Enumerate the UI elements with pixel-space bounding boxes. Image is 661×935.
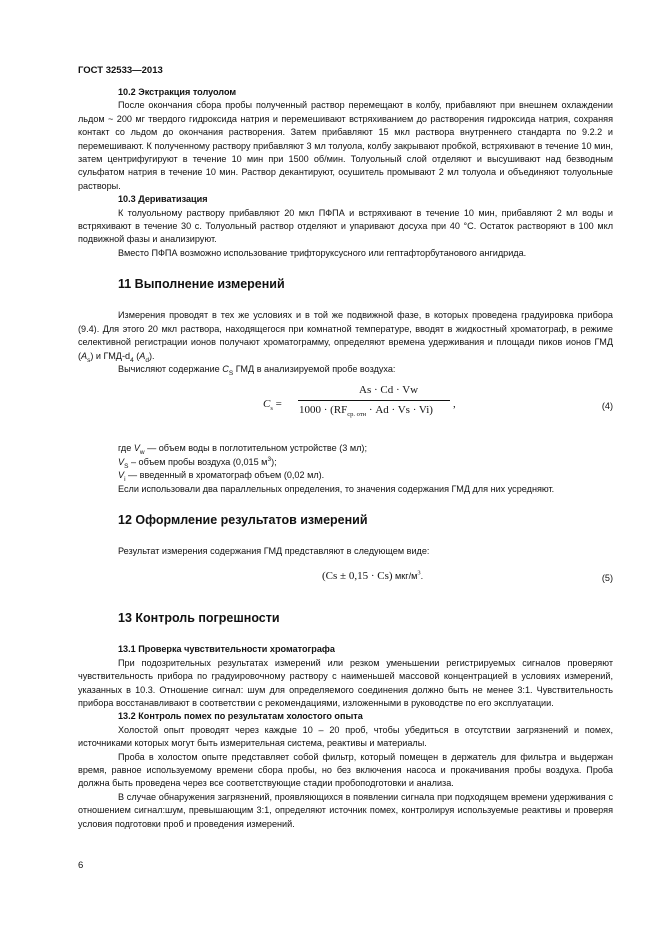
document-header: ГОСТ 32533—2013 — [78, 65, 163, 76]
paragraph-13-2-a: Холостой опыт проводят через каждые 10 – 20 проб, чтобы убедиться в отсутствии загрязнений и помех, источниками которых могут быть измерительная система, реактивы и материалы. — [78, 724, 613, 749]
definition-vi: $V_i$ — введенный в хроматограф объем (0,02 мл). — [118, 470, 325, 483]
definition-vs: $V_S$ – объем пробы воздуха (0,015 $м^3$); — [118, 455, 277, 470]
formula-lhs: $C_s$ = — [263, 398, 282, 413]
formula-number-5: (5) — [601, 573, 613, 584]
formula-5 — [78, 568, 613, 594]
paragraph-10-3-a: К толуольному раствору прибавляют 20 мкл ПФПА и встряхивают в течение 10 мин, прибавляют 2 мл воды и встряхивают в течение 30 с. Толуольный раствор отделяют и упаривают досуха при 40 °С. Остаток растворяют в 100 мкл подвижной фазы и анализируют. — [78, 207, 613, 245]
paragraph-13-2-b: Проба в холостом опыте представляет собой фильтр, который помещен в держатель для фильтра и выдержан время, равное используемому времени сбора пробы, но без включения насоса и прокачивания пробы воздуха. Проба должна быть проведена через все соответствующие стадии пробоподготовки и анализа. — [78, 751, 613, 789]
formula-denominator: $1000 \cdot (RF_{ср. отн} \cdot Ad \cdot Vs \cdot Vi)$ — [299, 404, 433, 419]
formula-numerator: As · Cd · Vw — [359, 384, 419, 397]
section-title-11: 11 Выполнение измерений — [118, 277, 285, 292]
formula-number-4: (4) — [601, 401, 613, 412]
formula-4 — [78, 384, 613, 432]
section-title-12: 12 Оформление результатов измерений — [118, 512, 368, 527]
document-body — [78, 86, 613, 831]
paragraph-11-b: Вычисляют содержание $C_S$ ГМД в анализируемой пробе воздуха: — [118, 363, 396, 377]
paragraph-10-2: После окончания сбора пробы полученный раствор перемещают в колбу, прибавляют при внешнем охлаждении льдом ~ 200 мг твердого гидроксида натрия и перемешивают встряхиванием до растворения гидроксида натрия, сохраняя контакт со льдом до окончания растворения. Затем прибавляют 15 мкл раствора внутреннего стандарта по 9.2.2 и перемешивают. К полученному раствору прибавляют 3 мл толуола, колбу закрывают пробкой, встряхивают в течение 10 мин, затем центрифугируют в течение 10 мин при 1500 об/мин. Толуольный слой отделяют и высушивают над безводным сульфатом натрия в течение 10 мин. Раствор декантируют, осушитель промывают 2 мл толуола и объединяют толуольные растворы. — [78, 100, 613, 191]
paragraph-11-a: Измерения проводят в тех же условиях и в той же подвижной фазе, в которых проведена градуировка прибора (9.4). Для этого 20 мкл раствора, находящегося при комнатной температуре, вводят в жидкостный хроматограф, в режиме селективной регистрации ионов получают хроматограмму, определяют времена удерживания и площади пиков ионов ГМД $(A_s)$ и ГМД-$d_4$ $(A_d)$. — [78, 310, 613, 364]
page-number: 6 — [78, 860, 84, 871]
subsection-title-13-1: 13.1 Проверка чувствительности хроматографа — [118, 644, 335, 655]
subsection-title-13-2: 13.2 Контроль помех по результатам холостого опыта — [118, 711, 363, 722]
paragraph-10-3-b: Вместо ПФПА возможно использование трифторуксусного или гептафторбутанового ангидрида. — [118, 247, 527, 258]
paragraph-12: Результат измерения содержания ГМД представляют в следующем виде: — [118, 545, 430, 556]
paragraph-11-c: Если использовали два параллельных определения, то значения содержания ГМД для них усредняют. — [118, 483, 555, 494]
formula-comma: , — [453, 398, 456, 411]
fraction-bar — [298, 400, 450, 401]
definition-vw: где $V_w$ — объем воды в поглотительном устройстве (3 мл); — [118, 443, 367, 457]
paragraph-13-2-c: В случае обнаружения загрязнений, проявляющихся в появлении сигнала при подходящем времени удерживания с отношением сигнал:шум, превышающим 3:1, определяют источник помех, контролируя используемые реактивы и проверяя условия подготовки проб и проведения измерений. — [78, 791, 613, 829]
subsection-title-10-3: 10.3 Дериватизация — [118, 194, 208, 205]
section-title-13: 13 Контроль погрешности — [118, 611, 280, 626]
subsection-title-10-2: 10.2 Экстракция толуолом — [118, 87, 237, 97]
paragraph-13-1: При подозрительных результатах измерений или резком уменьшении регистрируемых сигналов проверяют чувствительность прибора по градуировочному раствору с наименьшей массовой концентрацией в условиях измерений, указанных в 10.3. Отношение сигнал: шум для определяемого соединения должно быть не менее 3:1. Чувствительность прибора восстанавливают в соответствии с рекомендациями, изложенными в руководстве по его эксплуатации. — [78, 657, 613, 708]
result-expression: (Cs ± 0,15 · Cs) мкг/$м^3$. — [322, 569, 424, 583]
